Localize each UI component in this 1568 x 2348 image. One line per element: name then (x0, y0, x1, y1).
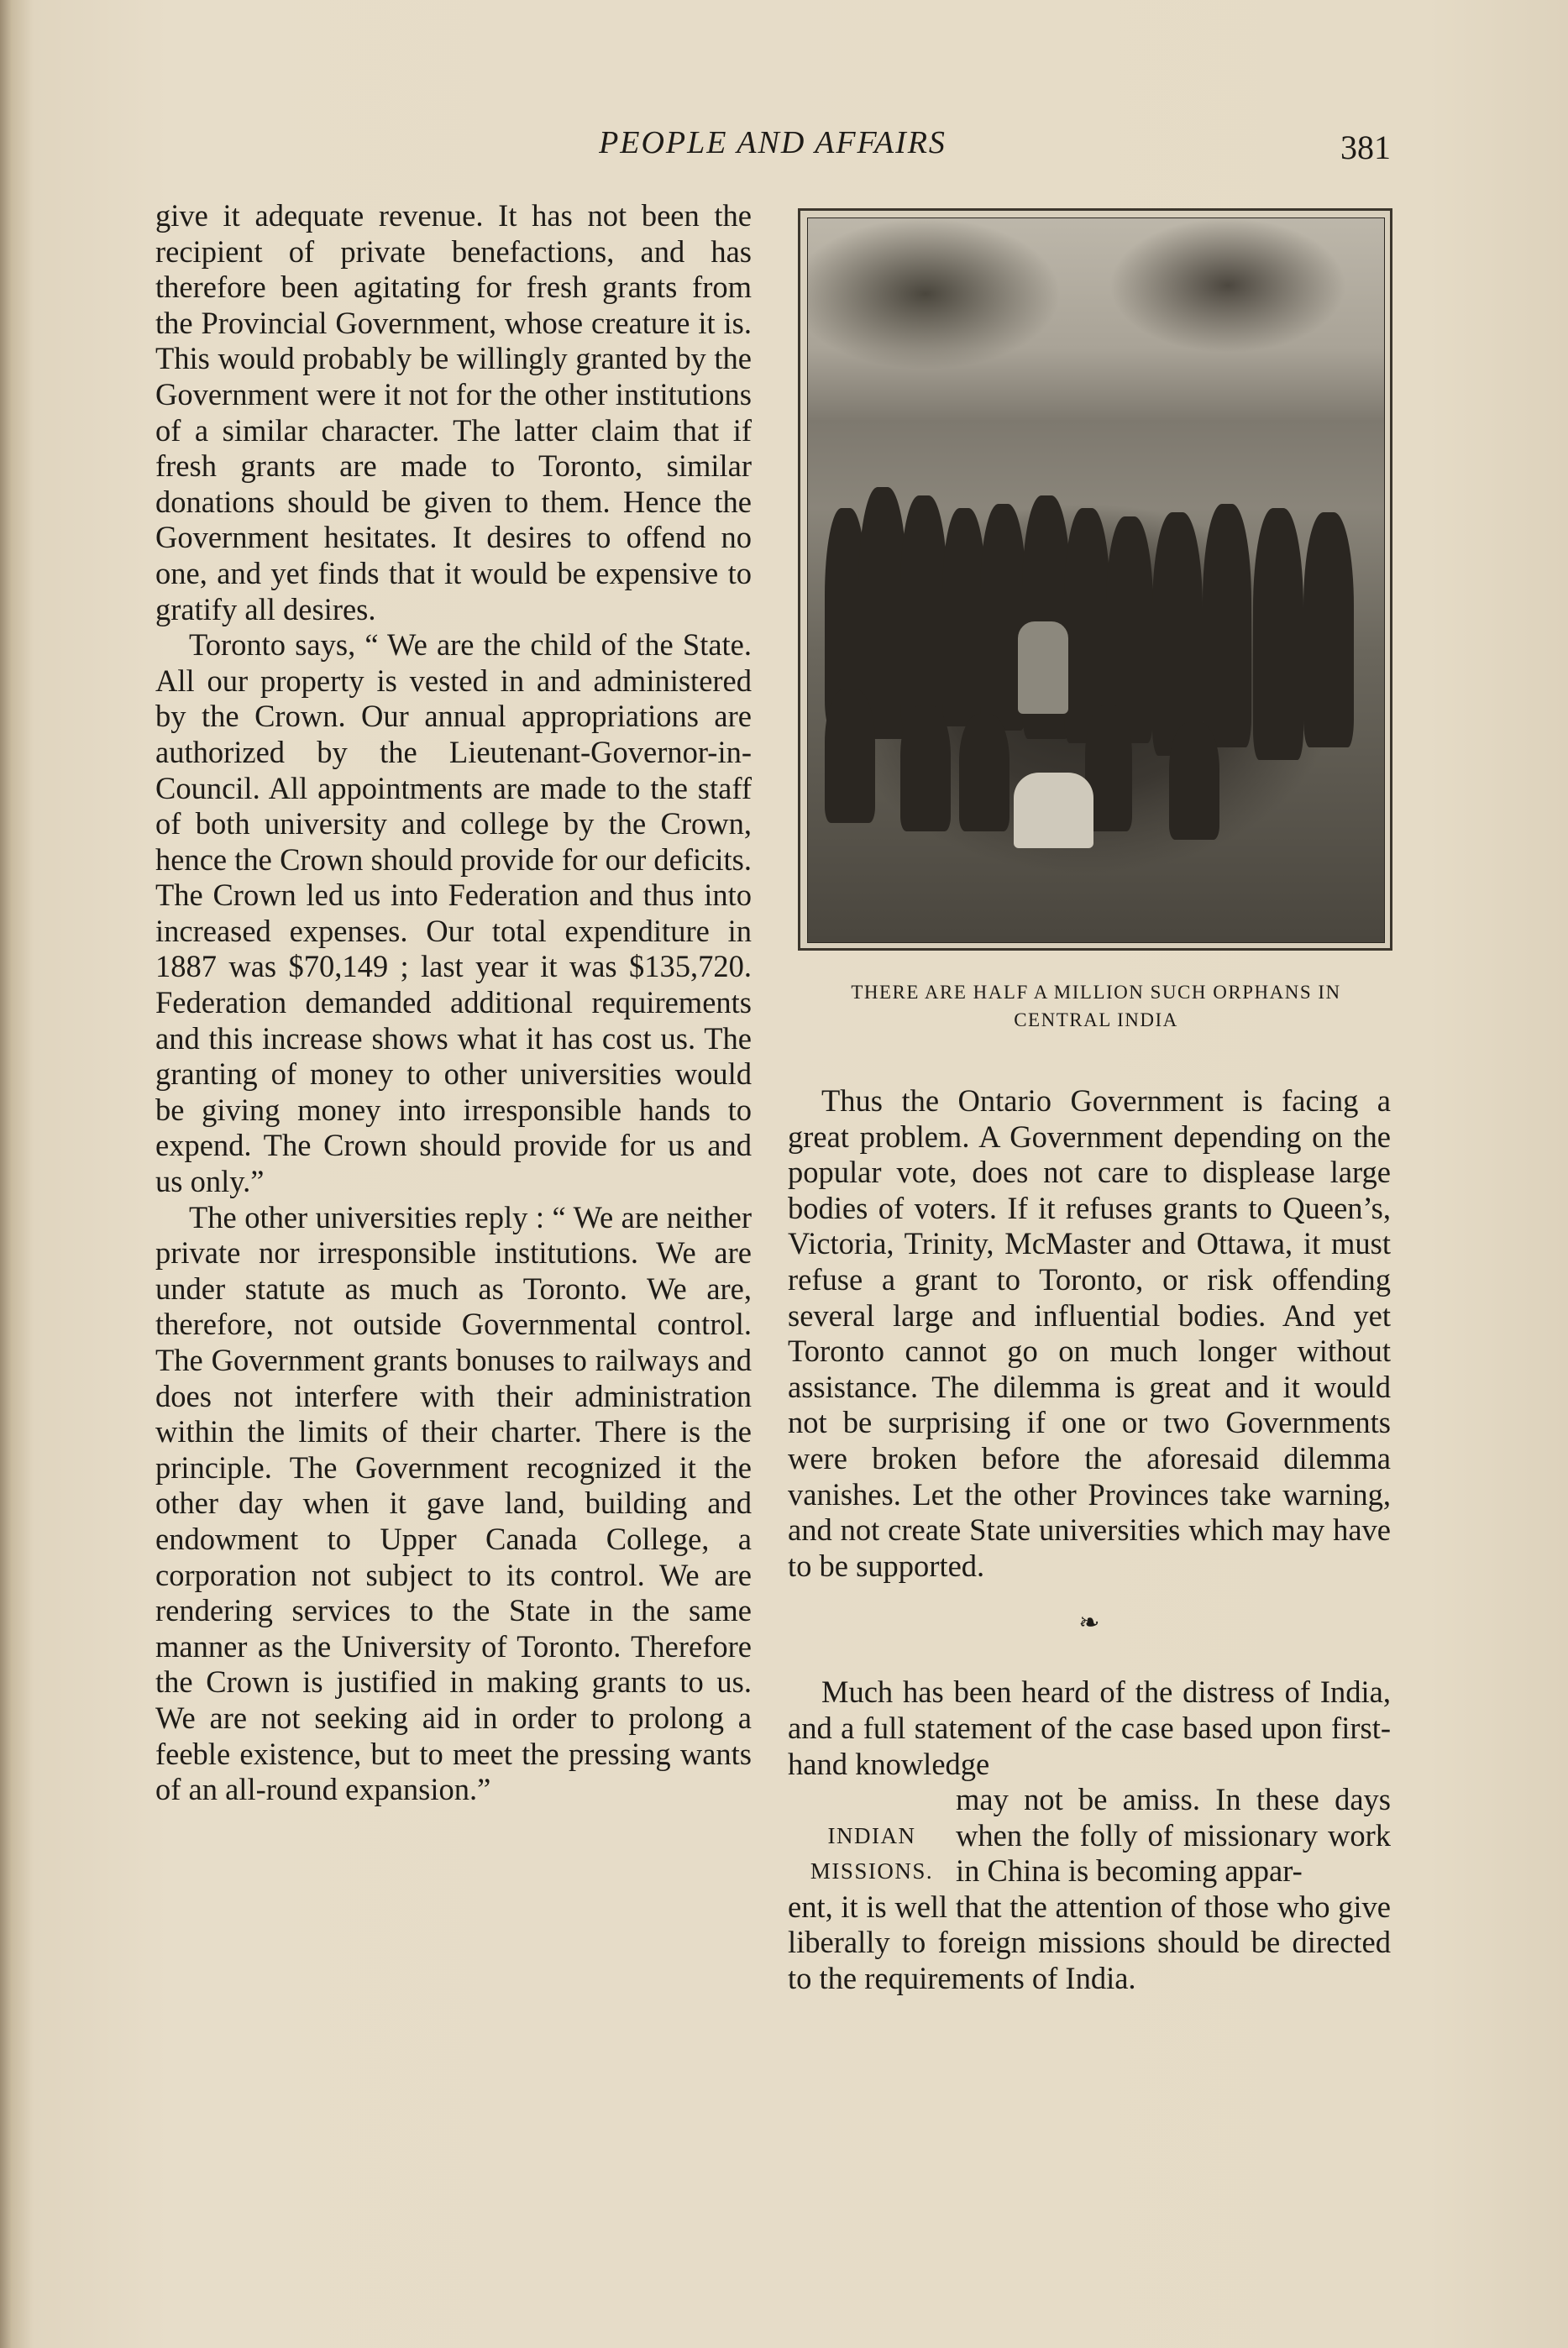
photo-caption (789, 978, 1403, 1034)
section-ornament-icon: ❧ (1078, 1609, 1100, 1638)
paragraph: Toronto says, “ We are the child of the State. All our property is vested in and administered by the Crown. Our annual appropriations are authorized by the Lieutenant-Governor-in-Council. All appointments are made to the staff of both university and college by the Crown, hence the Crown should provide for our deficits. The Crown led us into Federation and thus into increased expenses. Our total expenditure in 1887 was $70,149 ; last year it was $135,720. Federation demanded additional requirements and this increase shows what it has cost us. The granting of money to other universities would be giving money into irresponsible hands to expend. The Crown should provide for us and us only.” (155, 627, 752, 1199)
sidenote-block (788, 1782, 1391, 1889)
left-column (155, 198, 752, 1808)
photo-frame (798, 208, 1392, 951)
caption-line: THERE ARE HALF A MILLION SUCH ORPHANS IN (851, 982, 1341, 1003)
page-number: 381 (1340, 128, 1391, 166)
side-heading-line: INDIAN (827, 1822, 916, 1848)
paragraph: give it adequate revenue. It has not been the recipient of private benefactions, and has therefore been agitating for fresh grants from the Provincial Government, whose creature it is. This would probably be willingly granted by the Government were it not for the other institutions of a similar character. The latter claim that if fresh grants are made to Toronto, similar donations should be given to them. Hence the Government hesitates. It desires to offend no one, and yet finds that it would be expensive to gratify all desires. (155, 198, 752, 626)
paragraph: ent, it is well that the attention of those who give liberally to foreign missions should be directed to the requirements of India. (788, 1889, 1391, 1996)
right-column (788, 1083, 1391, 1997)
paragraph: may not be amiss. In these days when the folly of missionary work in China is becoming appar- (956, 1782, 1391, 1889)
caption-line: CENTRAL INDIA (1014, 1009, 1178, 1030)
side-heading-line: MISSIONS. (810, 1858, 934, 1884)
paragraph: Thus the Ontario Government is facing a great problem. A Government depending on the popular vote, does not care to displease large bodies of voters. If it refuses grants to Queen’s, Victoria, Trinity, McMaster and Ottawa, it must refuse a grant to Toronto, or risk offending several large and influential bodies. And yet Toronto cannot go on much longer without assistance. The dilemma is great and it would not be surprising if one or two Governments were broken before the aforesaid dilemma vanishes. Let the other Provinces take warning, and not create State universities which may have to be supported. (788, 1083, 1391, 1583)
running-head: PEOPLE AND AFFAIRS (599, 125, 947, 160)
side-heading (788, 1782, 956, 1889)
orphans-photo (807, 218, 1385, 943)
paragraph: Much has been heard of the distress of India, and a full statement of the case based upon first-hand knowledge (788, 1675, 1391, 1781)
paragraph: The other universities reply : “ We are neither private nor irresponsible institutions. We are under statute as much as Toronto. We are, therefore, not outside Governmental control. The Government grants bonuses to railways and does not interfere with their administration within the limits of their charter. There is the principle. The Government recognized it the other day when it gave land, building and endowment to Upper Canada College, a corporation not subject to its control. We are rendering services to the State in the same manner as the University of Toronto. Therefore the Crown is justified in making grants to us. We are not seeking aid in order to prolong a feeble existence, but to meet the pressing wants of an all-round expansion.” (155, 1199, 752, 1807)
